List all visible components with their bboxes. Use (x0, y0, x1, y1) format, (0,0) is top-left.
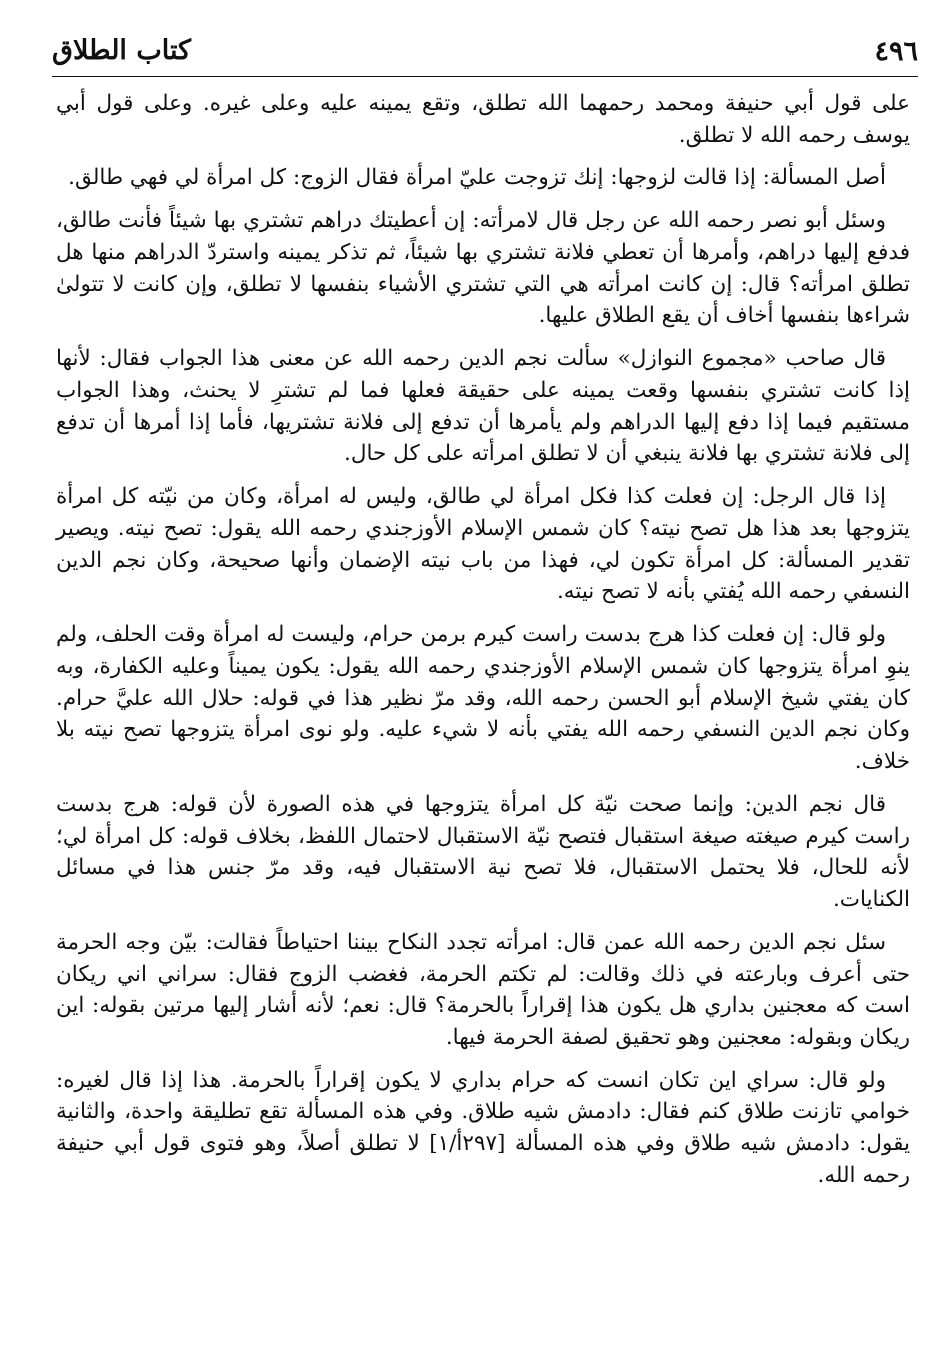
paragraph: ولو قال: سراي اين تكان انست كه حرام بداري لا يكون إقراراً بالحرمة. هذا إذا قال لغيره: خوامي تازنت طلاق كنم فقال: دادمش شيه طلاق. وفي هذه المسألة تقع تطليقة واحدة، والثانية يقول: دادمش شيه طلاق وفي هذه المسألة [٢٩٧أ/١] لا تطلق أصلاً، وهو فتوى قول أبي حنيفة رحمه الله. (56, 1067, 910, 1189)
body-text (56, 88, 910, 1325)
paragraph: قال نجم الدين: وإنما صحت نيّة كل امرأة يتزوجها في هذه الصورة لأن قوله: هرج بدست راست كيرم صيغته صيغة استقبال فتصح نيّة الاستقبال لاحتمال اللفظ، بخلاف قوله: كل امرأة لي؛ لأنه للحال، فلا يحتمل الاستقبال، فلا تصح نية الاستقبال فيه، وقد مرّ جنس هذا في مسائل الكنايات. (56, 791, 910, 913)
page-header (52, 30, 918, 77)
paragraph: قال صاحب «مجموع النوازل» سألت نجم الدين رحمه الله عن معنى هذا الجواب فقال: لأنها إذا كانت تشتري بنفسها وقعت يمينه على حقيقة فعلها فما لم تشترِ لا يحنث، وهذا الجواب مستقيم فيما إذا دفع إليها الدراهم ولم يأمرها أن تدفع إلى فلانة تشتريها، فأما إذا أمرها أن تدفع إلى فلانة تشتري بها فلانة ينبغي أن لا تطلق امرأته على كل حال. (56, 345, 910, 467)
paragraph: أصل المسألة: إذا قالت لزوجها: إنك تزوجت عليّ امرأة فقال الزوج: كل امرأة لي فهي طالق. (68, 165, 886, 191)
page-number: ٤٩٦ (874, 36, 918, 67)
paragraph: ولو قال: إن فعلت كذا هرج بدست راست كيرم برمن حرام، وليست له امرأة وقت الحلف، ولم ينوِ امرأة يتزوجها كان شمس الإسلام الأوزجندي رحمه الله يقول: يكون يميناً وعليه الكفارة، وبه كان يفتي شيخ الإسلام أبو الحسن رحمه الله، وقد مرّ نظير هذا في قوله: حلال الله عليَّ حرام. وكان نجم الدين النسفي رحمه الله يفتي بأنه لا شيء عليه. ولو نوى امرأة يتزوجها تصح نيته بلا خلاف. (56, 621, 910, 775)
paragraph: إذا قال الرجل: إن فعلت كذا فكل امرأة لي طالق، وليس له امرأة، وكان من نيّته كل امرأة يتزوجها بعد هذا هل تصح نيته؟ كان شمس الإسلام الأوزجندي رحمه الله يقول: تصح نيته. ويصير تقدير المسألة: كل امرأة تكون لي، فهذا من باب نيته الإضمان وأنها صحيحة، وكان نجم الدين النسفي رحمه الله يُفتي بأنه لا تصح نيته. (56, 483, 910, 605)
running-title: كتاب الطلاق (52, 35, 191, 66)
paragraph: على قول أبي حنيفة ومحمد رحمهما الله تطلق، وتقع يمينه عليه وعلى غيره. وعلى قول أبي يوسف رحمه الله لا تطلق. (56, 91, 910, 148)
paragraph: وسئل أبو نصر رحمه الله عن رجل قال لامرأته: إن أعطيتك دراهم تشتري بها شيئاً فأنت طالق، فدفع إليها دراهم، وأمرها أن تعطي فلانة تشتري بها شيئاً، ثم تذكر يمينه واستردّ الدراهم منها هل تطلق امرأته؟ قال: إن كانت امرأته هي التي تشتري الأشياء بنفسها لا تطلق، وإن كانت لا تتولىٰ شراءها بنفسها أخاف أن يقع الطلاق عليها. (56, 207, 910, 329)
paragraph: سئل نجم الدين رحمه الله عمن قال: امرأته تجدد النكاح بيننا احتياطاً فقالت: بيّن وجه الحرمة حتى أعرف وبارعته في ذلك وقالت: لم تكتم الحرمة، فغضب الزوج فقال: سراني اني ريكان است كه معجنين بداري هل يكون هذا إقراراً بالحرمة؟ قال: نعم؛ لأنه أشار إليها مرتين بقوله: اين ريكان وبقوله: معجنين وهو تحقيق لصفة الحرمة فيها. (56, 929, 910, 1051)
